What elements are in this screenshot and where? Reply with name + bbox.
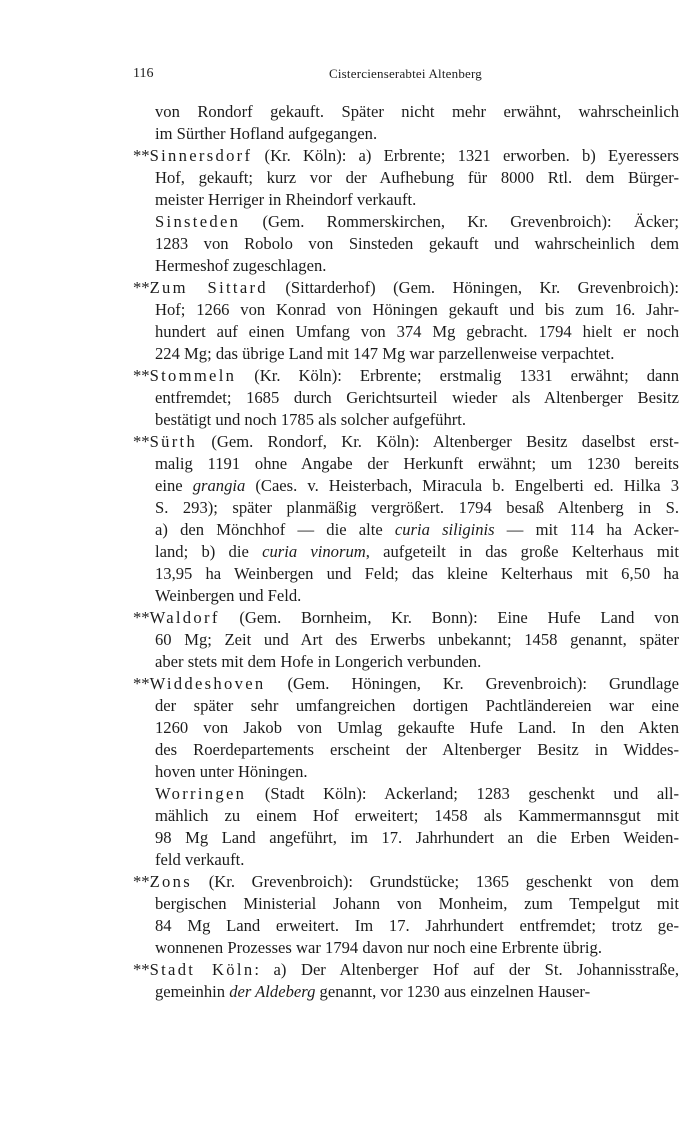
entry-first-line <box>133 673 679 695</box>
text-line: gemeinhin der Aldeberg genannt, vor 1230 aus einzelnen Hauser- <box>155 982 591 1001</box>
text-line: 1260 von Jakob von Umlag gekaufte Hufe Land. In den Akten <box>155 718 679 737</box>
place-name: Stommeln <box>149 366 237 385</box>
place-name: Stadt Köln <box>149 960 255 979</box>
text-line: land; b) die curia vinorum, aufgeteilt in das große Kelterhaus mit <box>155 542 679 561</box>
text-line: S. 293); später planmäßig vergrößert. 1794 besaß Altenberg in S. <box>155 498 679 517</box>
place-name: Widdeshoven <box>149 674 266 693</box>
text-line: 60 Mg; Zeit und Art des Erwerbs unbekannt; 1458 genannt, später <box>155 630 679 649</box>
italic-term: curia vinorum <box>262 542 366 561</box>
page-header <box>133 66 678 86</box>
entry-mark: ** <box>133 674 150 693</box>
entry-first-line <box>133 959 679 981</box>
entry <box>0 607 700 673</box>
entry-first-line <box>133 365 679 387</box>
entry <box>0 871 700 959</box>
text-line: mählich zu einem Hof erweitert; 1458 als Kammermannsgut mit <box>155 806 679 825</box>
entry <box>0 145 700 211</box>
entry-first-text: (Kr. Köln): Erbrente; erstmalig 1331 erwähnt; dann <box>236 366 679 385</box>
entry-first-text: (Kr. Köln): a) Erbrente; 1321 erworben. b) Eyeressers <box>252 146 679 165</box>
text-line: Hof, gekauft; kurz vor der Aufhebung für 8000 Rtl. dem Bürger- <box>155 168 679 187</box>
place-name: Waldorf <box>149 608 220 627</box>
text-line: Hermeshof zugeschlagen. <box>155 256 327 275</box>
text-line: hoven unter Höningen. <box>155 762 308 781</box>
entry-first-text: (Gem. Rommerskirchen, Kr. Grevenbroich): Äcker; <box>240 212 679 231</box>
text-line: des Roerdepartements erscheint der Altenberger Besitz in Widdes- <box>155 740 679 759</box>
italic-term: grangia <box>192 476 246 495</box>
entry-first-line <box>133 607 679 629</box>
entry-first-text: (Sittarderhof) (Gem. Höningen, Kr. Grevenbroich): <box>267 278 679 297</box>
entry-first-line <box>133 145 679 167</box>
entry-first-text: (Kr. Grevenbroich): Grundstücke; 1365 geschenkt von dem <box>191 872 679 891</box>
running-head: Cistercienserabtei Altenberg <box>328 66 482 81</box>
text-line: a) den Mönchhof — die alte curia siliginis — mit 114 ha Acker- <box>155 520 679 539</box>
entry-mark: ** <box>133 872 150 891</box>
place-name: Zum Sittard <box>149 278 268 297</box>
italic-term: der Aldeberg <box>229 982 316 1001</box>
entry-mark: ** <box>133 608 150 627</box>
text-line: hundert auf einen Umfang von 374 Mg gebracht. 1794 hielt er noch <box>155 322 679 341</box>
text-line: 224 Mg; das übrige Land mit 147 Mg war parzellenweise verpachtet. <box>155 344 615 363</box>
entry-mark: ** <box>133 146 150 165</box>
text-line: bergischen Ministerial Johann von Monheim, zum Tempelgut mit <box>155 894 679 913</box>
text-line: bestätigt und noch 1785 als solcher aufgeführt. <box>155 410 467 429</box>
entry-mark: ** <box>133 960 150 979</box>
italic-term: curia siliginis <box>394 520 495 539</box>
text-line: der später sehr umfangreichen dortigen Pachtländereien war eine <box>155 696 679 715</box>
entry-first-line <box>133 277 679 299</box>
entry <box>0 673 700 783</box>
text-line: eine grangia (Caes. v. Heisterbach, Miracula b. Engelberti ed. Hilka 3 <box>155 476 679 495</box>
entry-mark: ** <box>133 432 150 451</box>
text-line: 84 Mg Land erweitert. Im 17. Jahrhundert entfremdet; trotz ge- <box>155 916 679 935</box>
entry-first-line <box>133 871 679 893</box>
text-line: 1283 von Robolo von Sinsteden gekauft und wahrscheinlich dem <box>155 234 679 253</box>
document-body <box>0 101 700 1003</box>
entry <box>0 365 700 431</box>
place-name: Worringen <box>155 784 247 803</box>
entry-first-line <box>133 431 679 453</box>
entry-first-text: : a) Der Altenberger Hof auf der St. Johannisstraße, <box>254 960 679 979</box>
text-line: entfremdet; 1685 durch Gerichtsurteil wieder als Altenberger Besitz <box>155 388 679 407</box>
place-name: Sinsteden <box>155 212 241 231</box>
entry <box>0 277 700 365</box>
entry-first-line <box>133 783 679 805</box>
text-line: meister Herriger in Rheindorf verkauft. <box>155 190 417 209</box>
text-line: feld verkauft. <box>155 850 245 869</box>
page-number: 116 <box>133 66 154 81</box>
entry <box>0 783 700 871</box>
text-line: Hof; 1266 von Konrad von Höningen gekauft und bis zum 16. Jahr- <box>155 300 679 319</box>
place-name: Sürth <box>149 432 198 451</box>
text-line: Weinbergen und Feld. <box>155 586 302 605</box>
entry-first-text: (Gem. Höningen, Kr. Grevenbroich): Grundlage <box>265 674 679 693</box>
text-line: 98 Mg Land angeführt, im 17. Jahrhundert an die Erben Weiden- <box>155 828 679 847</box>
place-name: Zons <box>149 872 192 891</box>
text-line: von Rondorf gekauft. Später nicht mehr erwähnt, wahrscheinlich <box>155 102 679 121</box>
entry <box>0 431 700 607</box>
text-line: wonnenen Prozesses war 1794 davon nur noch eine Erbrente übrig. <box>155 938 602 957</box>
entry <box>0 101 700 145</box>
entry-first-text: (Stadt Köln): Ackerland; 1283 geschenkt und all- <box>246 784 679 803</box>
text-line: malig 1191 ohne Angabe der Herkunft erwähnt; um 1230 bereits <box>155 454 679 473</box>
entry <box>0 959 700 1003</box>
entry-first-text: (Gem. Rondorf, Kr. Köln): Altenberger Besitz daselbst erst- <box>197 432 679 451</box>
place-name: Sinnersdorf <box>149 146 253 165</box>
text-line: 13,95 ha Weinbergen und Feld; das kleine Kelterhaus mit 6,50 ha <box>155 564 679 583</box>
entry-mark: ** <box>133 278 150 297</box>
text-line: aber stets mit dem Hofe in Longerich verbunden. <box>155 652 482 671</box>
entry-mark: ** <box>133 366 150 385</box>
entry <box>0 211 700 277</box>
entry-first-line <box>133 211 679 233</box>
entry-first-text: (Gem. Bornheim, Kr. Bonn): Eine Hufe Land von <box>219 608 679 627</box>
text-line: im Sürther Hofland aufgegangen. <box>155 124 378 143</box>
